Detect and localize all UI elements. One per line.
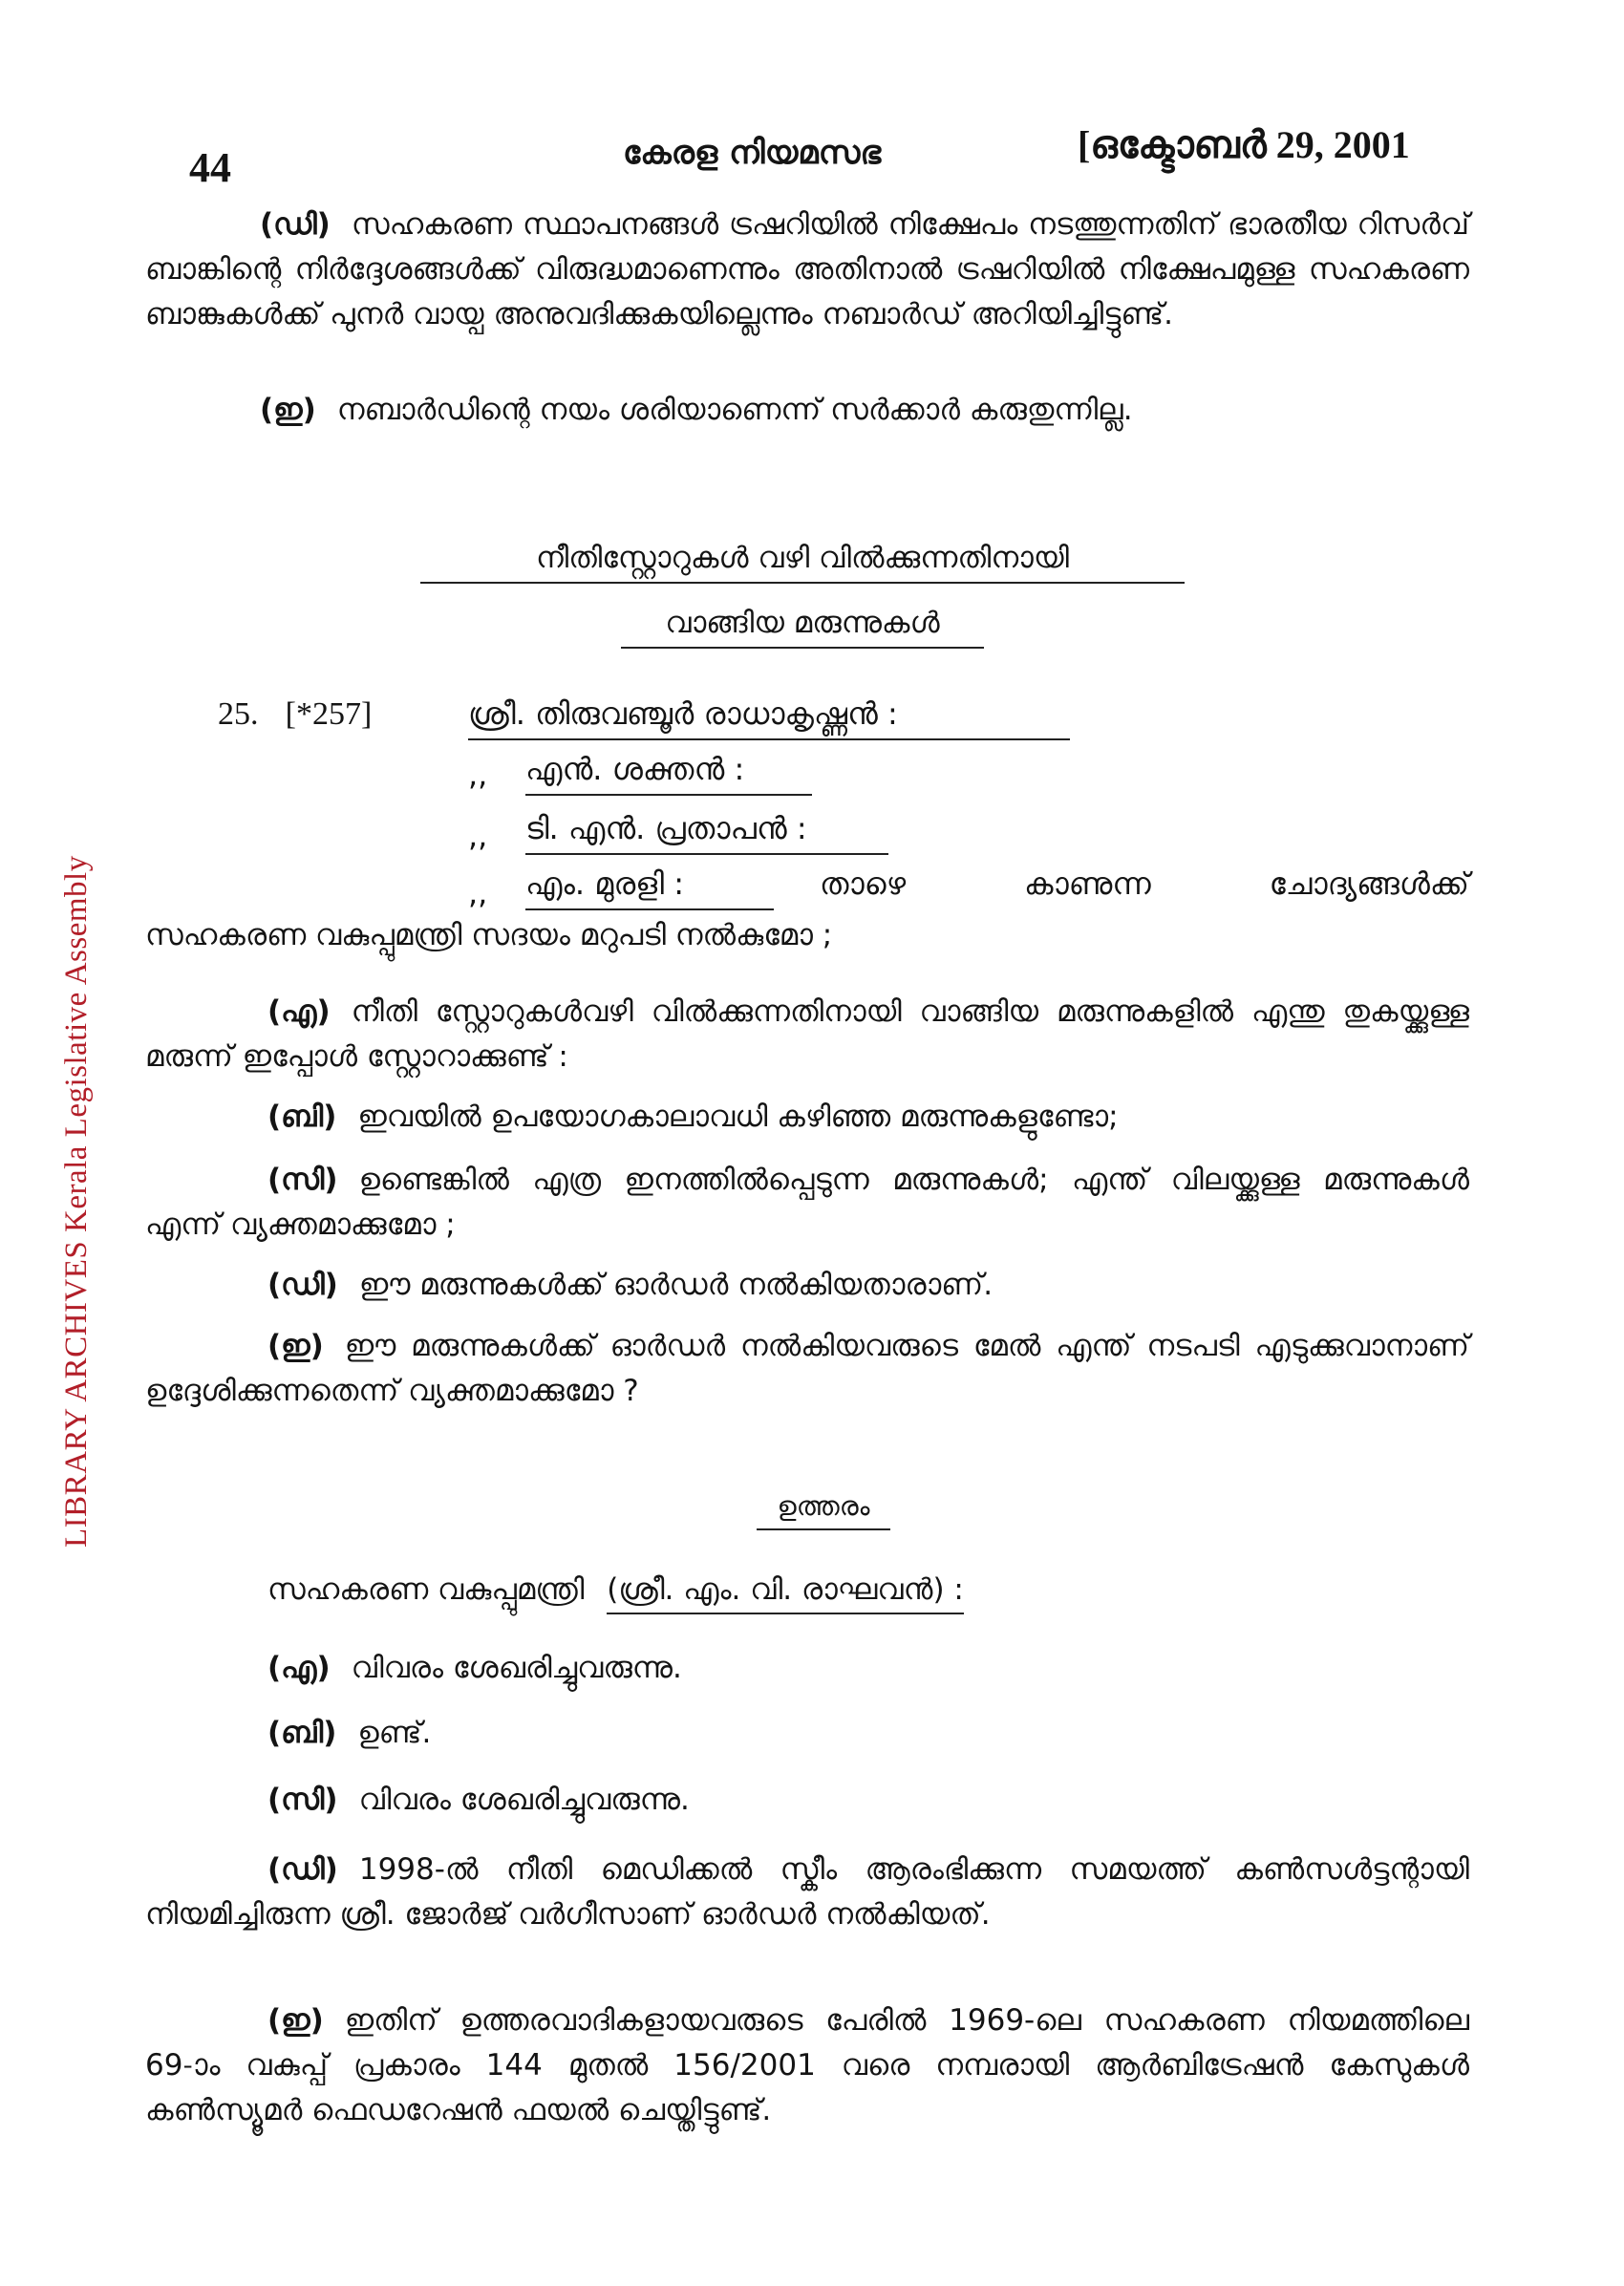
member-3: ടി. എൻ. പ്രതാപൻ : — [525, 810, 888, 855]
ditto-mark: ,, — [468, 875, 488, 911]
question-intro: താഴെ കാണുന്ന ചോദ്യങ്ങൾക്ക് — [820, 865, 1469, 902]
question-ref: [*257] — [285, 696, 373, 732]
item-label: (ഡി) — [267, 1852, 338, 1887]
question-intro-line2: സഹകരണ വകുപ്പുമന്ത്രി സദയം മറുപടി നൽകുമോ ; — [145, 918, 833, 952]
item-text: നീതി സ്റ്റോറുകൾവഴി വിൽക്കുന്നതിനായി വാങ്ങിയ മരുന്നുകളിൽ എന്തു തുകയ്ക്കുള്ള മരുന്ന് ഇപ്പോൾ സ്റ്റോറാക്കുണ്ട് : — [145, 994, 1469, 1074]
archive-stamp: LIBRARY ARCHIVES Kerala Legislative Assembly — [59, 855, 94, 1548]
item-label: (ഡി) — [267, 1268, 338, 1302]
item-label: (സി) — [267, 1783, 338, 1817]
item-label: (ഡി) — [260, 207, 331, 242]
item-label: (സി) — [267, 1163, 338, 1197]
item-text: നബാർഡിന്റെ നയം ശരിയാണെന്ന് സർക്കാർ കരുതുന്നില്ല. — [336, 393, 1133, 427]
answer-c — [267, 1783, 690, 1818]
member-4: എം. മുരളി : — [525, 865, 774, 910]
page-number: 44 — [189, 144, 231, 191]
prev-answer-d — [145, 203, 1469, 337]
member-1: ശ്രീ. തിരുവഞ്ചൂർ രാധാകൃഷ്ണൻ : — [468, 695, 1070, 740]
item-text: ഈ മരുന്നുകൾക്ക് ഓർഡർ നൽകിയതാരാണ്. — [358, 1268, 994, 1302]
item-text: വിവരം ശേഖരിച്ചുവരുന്നു. — [351, 1651, 682, 1685]
question-a — [145, 990, 1469, 1079]
member-2: എൻ. ശക്തൻ : — [525, 751, 812, 796]
question-b — [145, 1095, 1469, 1140]
item-label: (ഇ) — [260, 393, 316, 427]
section-heading-line2: വാങ്ങിയ മരുന്നുകൾ — [621, 606, 984, 649]
question-number — [218, 695, 372, 733]
answer-minister — [267, 1572, 964, 1608]
answer-b — [267, 1716, 431, 1751]
item-text: ഇവയിൽ ഉപയോഗകാലാവധി കഴിഞ്ഞ മരുന്നുകളുണ്ടോ; — [357, 1100, 1119, 1134]
item-label: (എ) — [267, 994, 331, 1029]
item-label: (ബി) — [267, 1100, 337, 1134]
item-text: ഉണ്ടെങ്കിൽ എത്ര ഇനത്തിൽപ്പെടുന്ന മരുന്നുകൾ; എന്ത് വിലയ്ക്കുള്ള മരുന്നുകൾ എന്ന് വ്യക്തമാക്കുമോ ; — [145, 1163, 1469, 1242]
question-e — [145, 1324, 1469, 1414]
question-c — [145, 1158, 1469, 1248]
minister-name: (ശ്രീ. എം. വി. രാഘവൻ) : — [607, 1572, 964, 1614]
page-date: [ഒക്ടോബർ 29, 2001 — [1078, 123, 1410, 166]
section-heading-line1: നീതിസ്റ്റോറുകൾ വഴി വിൽക്കുന്നതിനായി — [420, 541, 1185, 584]
answer-a — [267, 1651, 682, 1686]
item-text: ഉണ്ട്. — [357, 1716, 432, 1750]
ditto-mark: ,, — [468, 818, 488, 854]
item-label: (ഇ) — [267, 2003, 324, 2038]
prev-answer-e — [145, 388, 1469, 433]
item-text: 1998-ൽ നീതി മെഡിക്കൽ സ്കീം ആരംഭിക്കുന്ന സമയത്ത് കൺസൾട്ടന്റായി നിയമിച്ചിരുന്ന ശ്രീ. ജോർജ് വർഗീസാണ് ഓർഡർ നൽകിയത്. — [145, 1852, 1469, 1932]
item-text: സഹകരണ സ്ഥാപനങ്ങൾ ട്രഷറിയിൽ നിക്ഷേപം നടത്തുന്നതിന് ഭാരതീയ റിസർവ് ബാങ്കിന്റെ നിർദ്ദേശങ്ങൾക്ക് വിരുദ്ധമാണെന്നും അതിനാൽ ട്രഷറിയിൽ നിക്ഷേപമുള്ള സഹകരണ ബാങ്കുകൾക്ക് പുനർ വായ്പ അനുവദിക്കുകയില്ലെന്നും നബാർഡ് അറിയിച്ചിട്ടുണ്ട്. — [145, 207, 1469, 331]
item-text: ഇതിന് ഉത്തരവാദികളായവരുടെ പേരിൽ 1969-ലെ സഹകരണ നിയമത്തിലെ 69-ാം വകുപ്പ് പ്രകാരം 144 മുതൽ 156/2001 വരെ നമ്പരായി ആർബിട്രേഷൻ കേസുകൾ കൺസ്യൂമർ ഫെഡറേഷൻ ഫയൽ ചെയ്തിട്ടുണ്ട്. — [145, 2003, 1469, 2127]
minister-prefix: സഹകരണ വകുപ്പുമന്ത്രി — [267, 1572, 585, 1607]
answer-e — [145, 1998, 1469, 2133]
item-label: (ബി) — [267, 1716, 337, 1750]
question-no: 25. — [218, 696, 259, 732]
item-text: ഈ മരുന്നുകൾക്ക് ഓർഡർ നൽകിയവരുടെ മേൽ എന്ത് നടപടി എടുക്കുവാനാണ് ഉദ്ദേശിക്കുന്നതെന്ന് വ്യക്തമാക്കുമോ ? — [145, 1329, 1469, 1408]
question-d — [145, 1263, 1469, 1308]
running-title: കേരള നിയമസഭ — [623, 134, 882, 172]
item-label: (എ) — [267, 1651, 331, 1685]
ditto-mark: ,, — [468, 757, 488, 793]
item-label: (ഇ) — [267, 1329, 324, 1363]
item-text: വിവരം ശേഖരിച്ചുവരുന്നു. — [358, 1783, 690, 1817]
answer-heading: ഉത്തരം — [757, 1490, 890, 1530]
answer-d — [145, 1848, 1469, 1937]
